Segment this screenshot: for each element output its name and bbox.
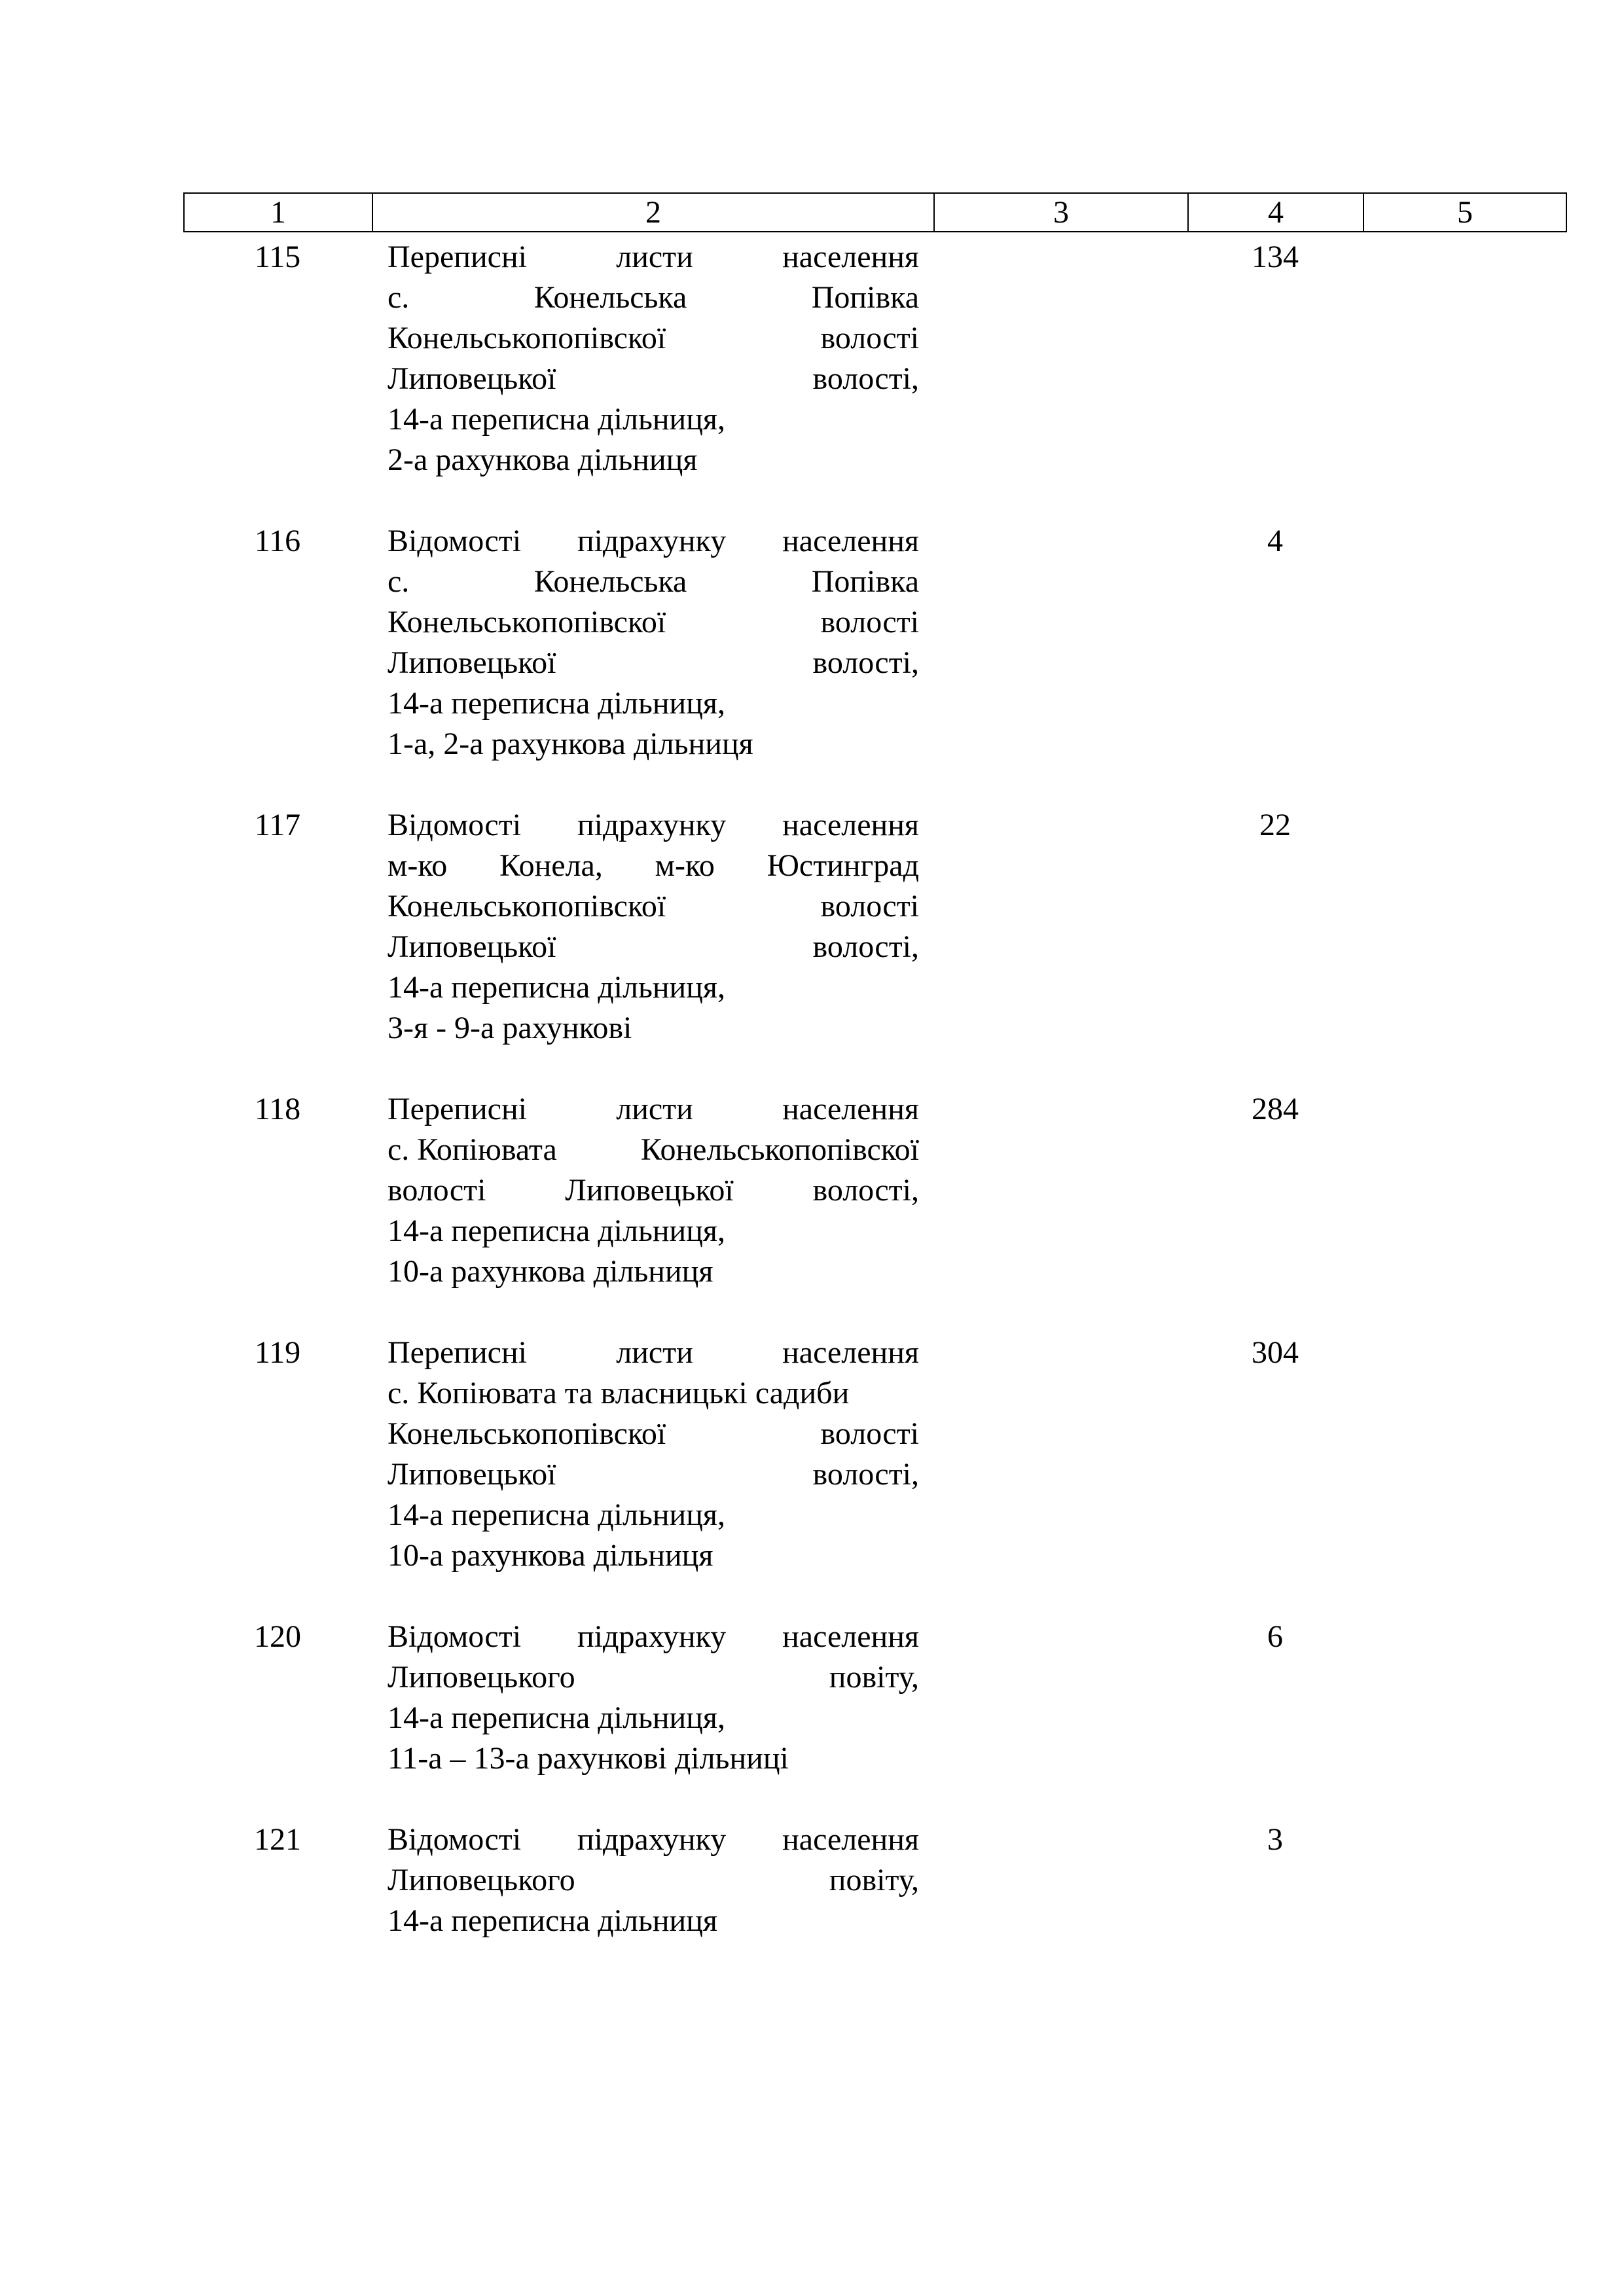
description-line xyxy=(388,562,919,602)
description-word: Конельська xyxy=(533,280,687,315)
description-word: Конельськопопівскої xyxy=(388,1416,666,1451)
description-word: Відомості xyxy=(388,1619,522,1654)
description-word: Липовецького xyxy=(388,1863,575,1897)
entry-sheet-count: 304 xyxy=(1252,1335,1299,1370)
description-line xyxy=(388,846,919,886)
description-word: м-ко xyxy=(388,848,448,883)
description-line xyxy=(388,724,919,764)
entries-list xyxy=(183,237,1566,1982)
description-word: підрахунку xyxy=(577,1619,727,1654)
entry-number: 118 xyxy=(254,1092,301,1126)
entry-sheet-count: 22 xyxy=(1259,808,1291,842)
description-line xyxy=(388,1251,919,1292)
description-word: с. xyxy=(388,280,410,315)
description-word: 2-а рахункова дільниця xyxy=(388,442,698,477)
description-word: підрахунку xyxy=(577,524,727,558)
description-word: Липовецької xyxy=(388,1457,556,1492)
description-line xyxy=(388,1738,919,1779)
description-word: Конела, xyxy=(499,848,603,883)
description-word: Липовецької xyxy=(565,1173,734,1208)
description-word: Відомості xyxy=(388,1822,522,1857)
description-line xyxy=(388,967,919,1008)
description-word: Юстинград xyxy=(767,848,919,883)
description-line xyxy=(388,805,919,846)
description-word: волості, xyxy=(812,645,919,680)
description-word: с. Копіювата xyxy=(388,1132,557,1167)
description-word: волості, xyxy=(812,1457,919,1492)
entry-description xyxy=(388,237,919,480)
description-line xyxy=(388,399,919,440)
description-line xyxy=(388,927,919,967)
description-line xyxy=(388,440,919,480)
column-header-table xyxy=(183,192,1567,232)
description-line xyxy=(388,1901,919,1941)
description-word: м-ко xyxy=(655,848,715,883)
description-word: населення xyxy=(782,808,919,842)
entry-description xyxy=(388,1820,919,1941)
column-header-cell: 3 xyxy=(934,193,1188,232)
entry-sheet-count: 6 xyxy=(1267,1619,1283,1654)
entry-description xyxy=(388,521,919,764)
description-word: волості, xyxy=(812,1173,919,1208)
description-word: Переписні xyxy=(388,1092,527,1126)
column-header-cell: 1 xyxy=(184,193,372,232)
description-word: 14-а переписна дільниця, xyxy=(388,402,725,437)
description-word: 1-а, 2-а рахункова дільниця xyxy=(388,726,753,761)
description-line xyxy=(388,237,919,278)
list-item xyxy=(183,1333,1566,1576)
entry-number: 119 xyxy=(254,1335,301,1370)
column-header-cell: 4 xyxy=(1188,193,1363,232)
description-line xyxy=(388,1089,919,1130)
description-line xyxy=(388,1820,919,1860)
entry-number: 116 xyxy=(254,524,301,558)
description-line xyxy=(388,1657,919,1698)
description-line xyxy=(388,886,919,927)
description-word: листи xyxy=(616,1092,693,1126)
description-word: підрахунку xyxy=(577,1822,727,1857)
description-word: населення xyxy=(782,524,919,558)
description-line xyxy=(388,1211,919,1251)
description-line xyxy=(388,1698,919,1738)
description-line xyxy=(388,1170,919,1211)
description-word: волості, xyxy=(812,361,919,396)
description-word: Конельськопопівскої xyxy=(388,605,666,639)
description-word: Липовецької xyxy=(388,929,556,964)
description-word: Конельськопопівскої xyxy=(388,889,666,924)
description-line xyxy=(388,1495,919,1535)
description-line xyxy=(388,683,919,724)
list-item xyxy=(183,1820,1566,1941)
list-item xyxy=(183,1089,1566,1292)
list-item xyxy=(183,805,1566,1049)
description-word: 14-а переписна дільниця xyxy=(388,1903,717,1938)
description-word: населення xyxy=(782,1092,919,1126)
description-word: волості xyxy=(820,889,919,924)
description-word: листи xyxy=(616,240,693,274)
entry-description xyxy=(388,1617,919,1779)
description-word: населення xyxy=(782,1619,919,1654)
description-word: волості xyxy=(820,1416,919,1451)
description-word: 14-а переписна дільниця, xyxy=(388,1498,725,1532)
description-word: 3-я - 9-а рахункові xyxy=(388,1011,632,1045)
description-word: волості xyxy=(820,605,919,639)
description-word: Конельськопопівскої xyxy=(388,321,666,355)
description-word: Відомості xyxy=(388,808,522,842)
entry-number: 121 xyxy=(254,1822,301,1857)
description-word: повіту, xyxy=(829,1660,919,1695)
description-word: населення xyxy=(782,1822,919,1857)
description-line xyxy=(388,1454,919,1495)
description-word: Липовецького xyxy=(388,1660,575,1695)
entry-description xyxy=(388,1089,919,1292)
entry-description xyxy=(388,805,919,1049)
entry-sheet-count: 3 xyxy=(1267,1822,1283,1857)
description-word: 14-а переписна дільниця, xyxy=(388,686,725,721)
entry-sheet-count: 284 xyxy=(1252,1092,1299,1126)
description-word: Попівка xyxy=(811,280,919,315)
column-header-cell: 5 xyxy=(1363,193,1566,232)
description-word: листи xyxy=(616,1335,693,1370)
description-word: Конельська xyxy=(533,564,687,599)
description-line xyxy=(388,1535,919,1576)
description-word: населення xyxy=(782,240,919,274)
description-word: Переписні xyxy=(388,240,527,274)
description-word: с. xyxy=(388,564,410,599)
description-line xyxy=(388,1130,919,1170)
description-word: 10-а рахункова дільниця xyxy=(388,1254,713,1289)
description-word: 14-а переписна дільниця, xyxy=(388,1213,725,1248)
entry-number: 120 xyxy=(254,1619,301,1654)
description-word: підрахунку xyxy=(577,808,727,842)
description-word: повіту, xyxy=(829,1863,919,1897)
description-line xyxy=(388,318,919,359)
description-line xyxy=(388,1860,919,1901)
description-word: Попівка xyxy=(811,564,919,599)
description-line xyxy=(388,278,919,318)
list-item xyxy=(183,1617,1566,1779)
description-line xyxy=(388,359,919,399)
entry-sheet-count: 134 xyxy=(1252,240,1299,274)
list-item xyxy=(183,237,1566,480)
description-word: 11-а – 13-а рахункові дільниці xyxy=(388,1741,789,1776)
description-word: волості, xyxy=(812,929,919,964)
column-header-cell: 2 xyxy=(372,193,934,232)
description-word: Липовецької xyxy=(388,361,556,396)
entry-sheet-count: 4 xyxy=(1267,524,1283,558)
description-word: волості xyxy=(820,321,919,355)
description-line xyxy=(388,1373,919,1414)
description-word: Липовецької xyxy=(388,645,556,680)
description-word: Відомості xyxy=(388,524,522,558)
description-line xyxy=(388,643,919,683)
description-word: волості xyxy=(388,1173,486,1208)
description-line xyxy=(388,1617,919,1657)
description-line xyxy=(388,1008,919,1049)
description-word: 10-а рахункова дільниця xyxy=(388,1538,713,1573)
description-word: с. Копіювата та власницькі садиби xyxy=(388,1376,850,1410)
description-word: 14-а переписна дільниця, xyxy=(388,1700,725,1735)
entry-number: 115 xyxy=(254,240,301,274)
description-line xyxy=(388,602,919,643)
description-word: населення xyxy=(782,1335,919,1370)
description-line xyxy=(388,1333,919,1373)
description-word: 14-а переписна дільниця, xyxy=(388,970,725,1005)
description-line xyxy=(388,1414,919,1454)
entry-number: 117 xyxy=(254,808,301,842)
description-word: Конельськопопівскої xyxy=(640,1132,919,1167)
entry-description xyxy=(388,1333,919,1576)
description-word: Переписні xyxy=(388,1335,527,1370)
description-line xyxy=(388,521,919,562)
column-header-row xyxy=(184,193,1566,232)
list-item xyxy=(183,521,1566,764)
